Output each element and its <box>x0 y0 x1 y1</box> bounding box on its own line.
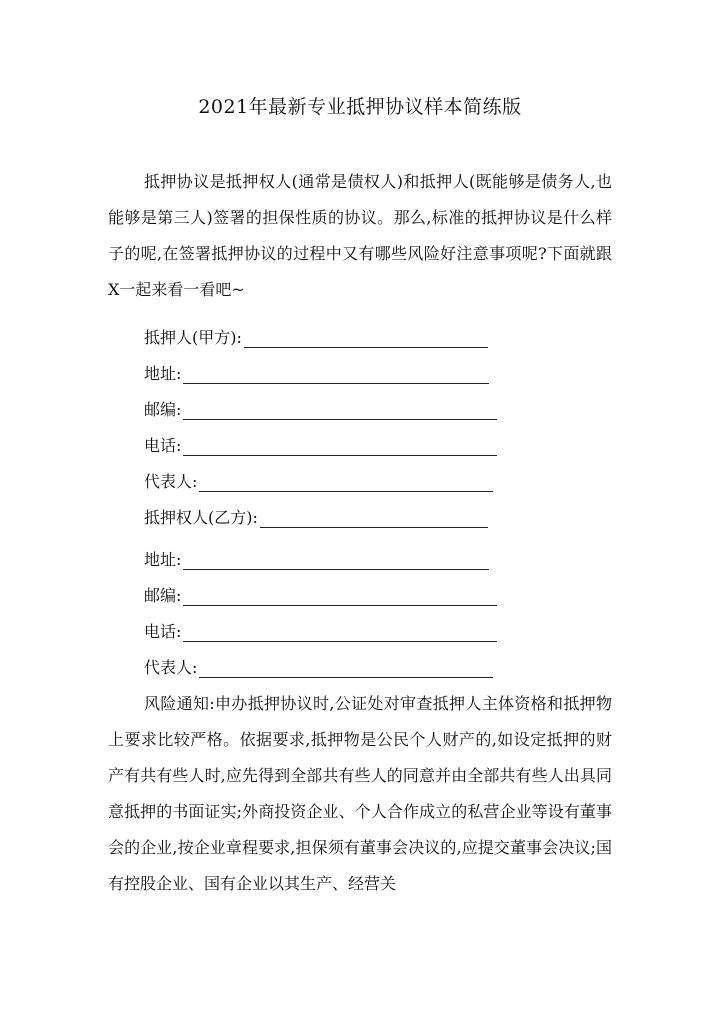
party-b-postcode-label: 邮编: <box>144 586 182 605</box>
party-b-postcode-row <box>144 578 497 614</box>
party-a-name-label: 抵押人(甲方): <box>144 328 242 347</box>
party-b-name-row <box>144 500 488 536</box>
party-b-phone-label: 电话: <box>144 622 182 641</box>
intro-paragraph: 抵押协议是抵押权人(通常是债权人)和抵押人(既能够是债务人,也能够是第三人)签署的担保性质的协议。那么,标准的抵押协议是什么样子的呢,在签署抵押协议的过程中又有哪些风险好注意事项呢?下面就跟X一起来看一看吧~ <box>108 172 612 299</box>
party-a-postcode-label: 邮编: <box>144 400 182 419</box>
party-b-phone-row <box>144 614 497 650</box>
party-a-postcode-blank <box>183 401 497 420</box>
party-a-representative-blank <box>199 473 493 492</box>
document-title: 2021年最新专业抵押协议样本简练版 <box>198 96 522 118</box>
party-a-representative-label: 代表人: <box>144 472 198 491</box>
party-a-phone-blank <box>183 437 497 456</box>
party-b-representative-row <box>144 650 493 686</box>
party-b-address-blank <box>183 551 489 570</box>
party-a-address-blank <box>183 365 489 384</box>
party-a-address-label: 地址: <box>144 364 182 383</box>
party-b-name-label: 抵押权人(乙方): <box>144 508 258 527</box>
party-b-name-blank <box>260 509 488 528</box>
party-a-name-row <box>144 320 488 356</box>
party-b-phone-blank <box>183 623 497 642</box>
party-b-postcode-blank <box>183 587 497 606</box>
party-a-postcode-row <box>144 392 497 428</box>
party-a-representative-row <box>144 464 493 500</box>
party-a-address-row <box>144 356 489 392</box>
party-a-name-blank <box>244 329 488 348</box>
party-b-representative-label: 代表人: <box>144 658 198 677</box>
party-b-representative-blank <box>199 659 493 678</box>
party-b-address-label: 地址: <box>144 550 182 569</box>
risk-notice-paragraph: 风险通知:申办抵押协议时,公证处对审查抵押人主体资格和抵押物上要求比较严格。依据要求,抵押物是公民个人财产的,如设定抵押的财产有共有些人时,应先得到全部共有些人的同意并由全部共有些人出具同意抵押的书面证实;外商投资企业、个人合作成立的私营企业等设有董事会的企业,按企业章程要求,担保须有董事会决议的,应提交董事会决议;国有控股企业、国有企业以其生产、经营关 <box>108 694 612 893</box>
party-b-address-row <box>144 542 489 578</box>
party-a-phone-label: 电话: <box>144 436 182 455</box>
party-a-phone-row <box>144 428 497 464</box>
